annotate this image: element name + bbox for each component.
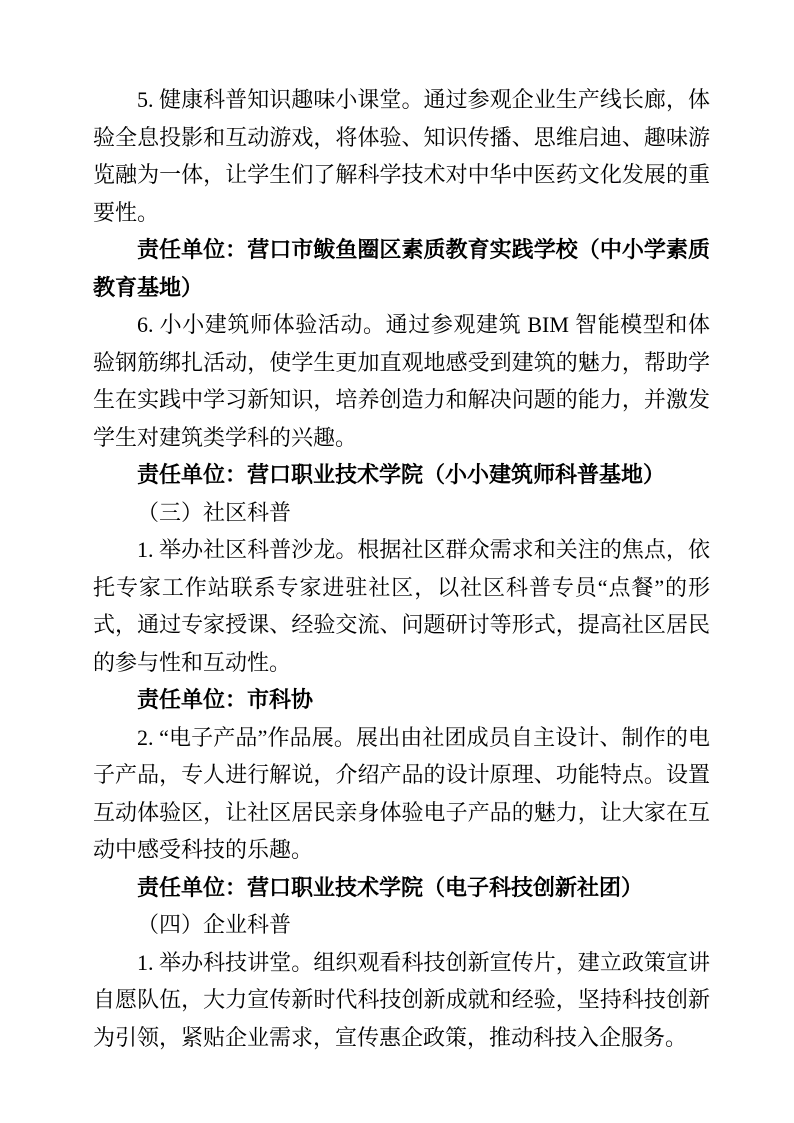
responsible-unit-line: 责任单位：营口职业技术学院（电子科技创新社团） [137, 874, 644, 900]
page-text-block [93, 81, 710, 1056]
section-heading: （三）社区科普 [137, 499, 292, 525]
responsible-unit-line: 责任单位：营口职业技术学院（小小建筑师科普基地） [137, 462, 666, 487]
body-paragraph: 6. 小小建筑师体验活动。通过参观建筑 BIM 智能模型和体验钢筋绑扎活动，使学生更加直观地感受到建筑的魅力，帮助学生在实践中学习新知识，培养创造力和解决问题的能力，并激发学生对建筑类学科的兴趣。 [93, 312, 710, 450]
body-paragraph: 1. 举办社区科普沙龙。根据社区群众需求和关注的焦点，依托专家工作站联系专家进驻社区，以社区科普专员“点餐”的形式，通过专家授课、经验交流、问题研讨等形式，提高社区居民的参与性和互动性。 [93, 537, 711, 675]
responsible-unit-line: 责任单位：市科协 [137, 687, 314, 712]
body-paragraph: 2. “电子产品”作品展。展出由社团成员自主设计、制作的电子产品，专人进行解说，介绍产品的设计原理、功能特点。设置互动体验区，让社区居民亲身体验电子产品的魅力，让大家在互动中感受科技的乐趣。 [93, 724, 710, 862]
responsible-unit-line: 责任单位：营口市鲅鱼圈区素质教育实践学校（中小学素质教育基地） [93, 237, 710, 300]
section-heading: （四）企业科普 [137, 912, 292, 937]
body-paragraph: 5. 健康科普知识趣味小课堂。通过参观企业生产线长廊，体验全息投影和互动游戏，将体验、知识传播、思维启迪、趣味游览融为一体，让学生们了解科学技术对中华中医药文化发展的重要性。 [93, 87, 710, 225]
body-paragraph: 1. 举办科技讲堂。组织观看科技创新宣传片，建立政策宣讲自愿队伍，大力宣传新时代科技创新成就和经验，坚持科技创新为引领，紧贴企业需求，宣传惠企政策，推动科技入企服务。 [93, 949, 710, 1050]
